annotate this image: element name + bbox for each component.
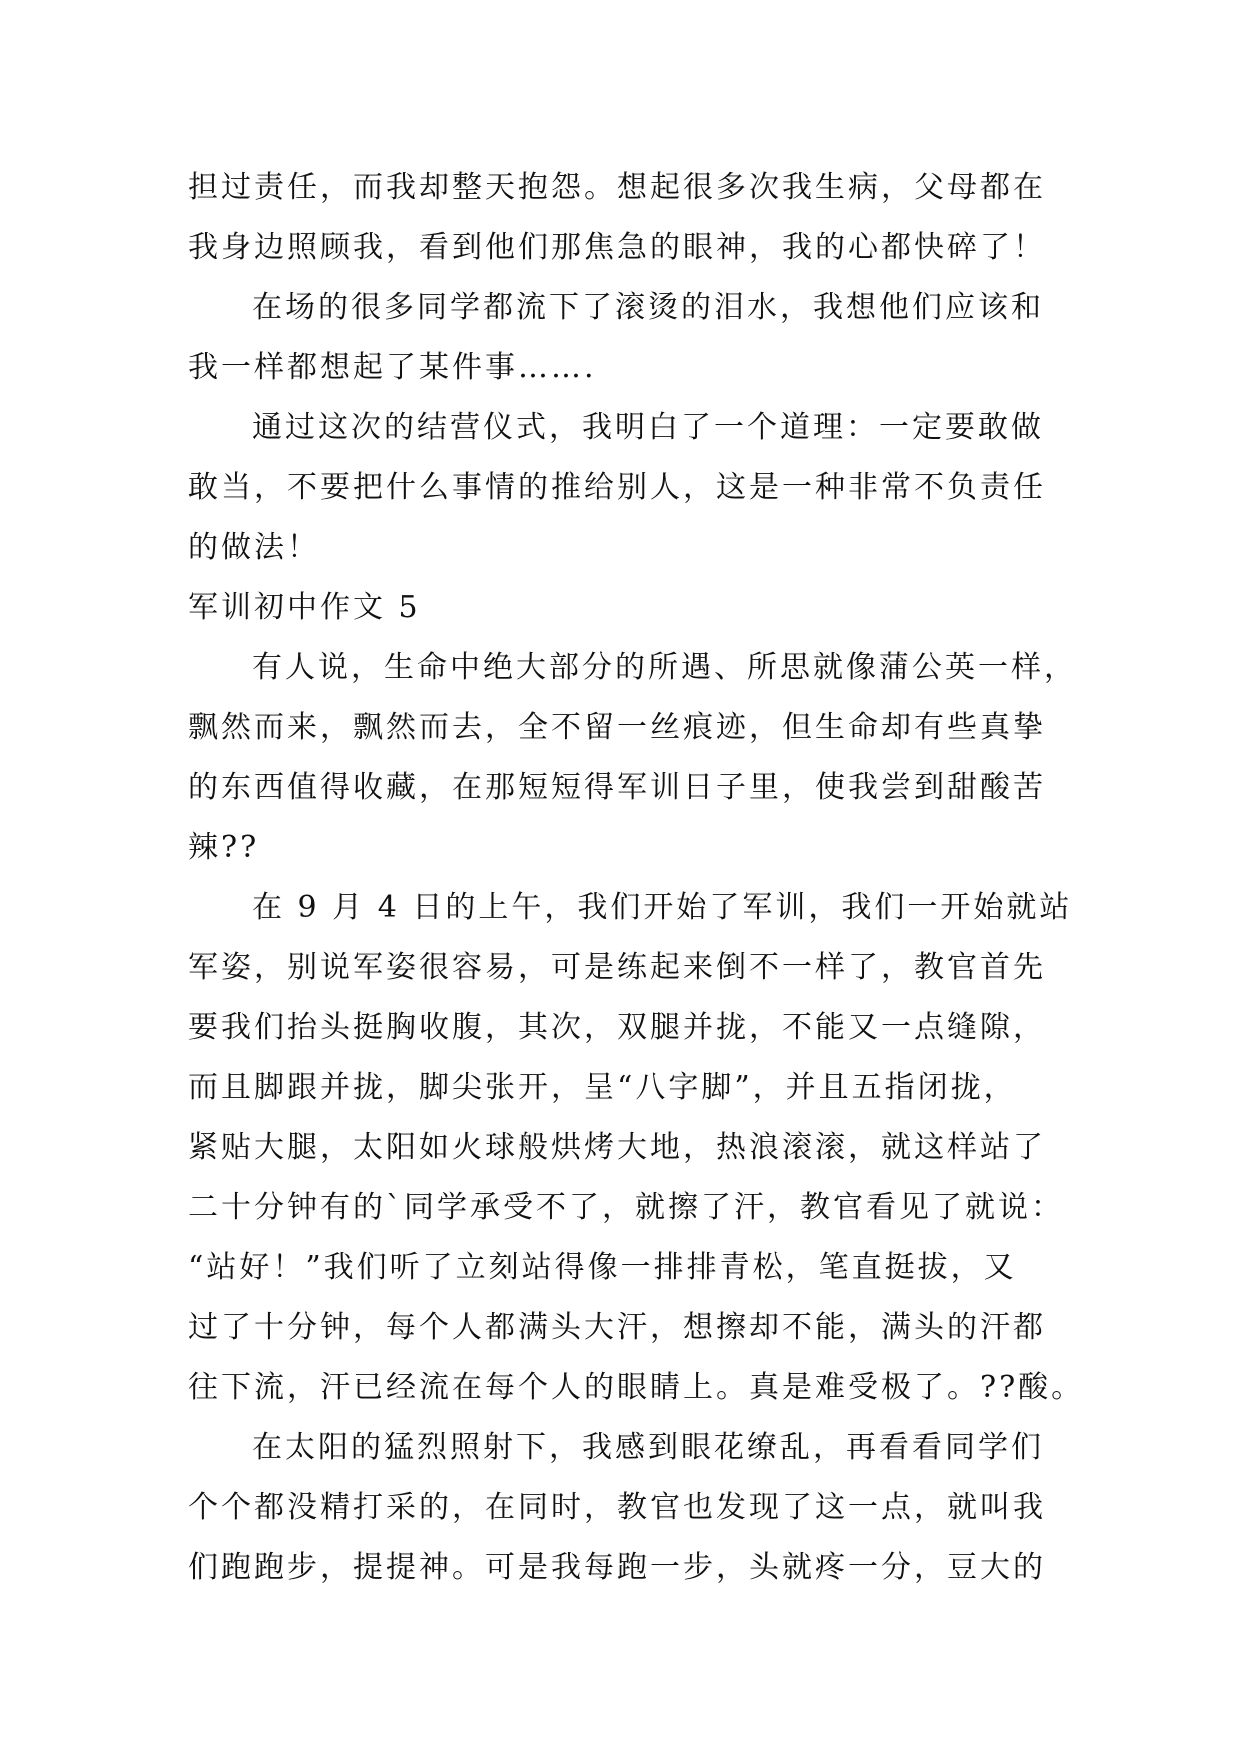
text-line: 而且脚跟并拢，脚尖张开，呈“八字脚”，并且五指闭拢， <box>188 1070 1017 1105</box>
text-line: 的东西值得收藏，在那短短得军训日子里，使我尝到甜酸苦 <box>188 770 1046 805</box>
text-line: 往下流，汗已经流在每个人的眼睛上。真是难受极了。??酸。 <box>188 1370 1085 1405</box>
text-line: 飘然而来，飘然而去，全不留一丝痕迹，但生命却有些真挚 <box>188 710 1046 745</box>
document-body <box>188 158 1085 1598</box>
text-line: 担过责任，而我却整天抱怨。想起很多次我生病，父母都在 <box>188 170 1046 205</box>
text-line: 我身边照顾我，看到他们那焦急的眼神，我的心都快碎了！ <box>188 230 1046 265</box>
text-line: 我一样都想起了某件事……. <box>188 350 597 385</box>
section-heading: 军训初中作文 5 <box>188 590 421 625</box>
paragraph-start-line: 在 9 月 4 日的上午，我们开始了军训，我们一开始就站 <box>252 890 1073 925</box>
paragraph-start-line: 在太阳的猛烈照射下，我感到眼花缭乱，再看看同学们 <box>252 1430 1044 1465</box>
text-line: “站好！”我们听了立刻站得像一排排青松，笔直挺拔，又 <box>188 1250 1017 1285</box>
text-line: 紧贴大腿，太阳如火球般烘烤大地，热浪滚滚，就这样站了 <box>188 1130 1046 1165</box>
text-line: 要我们抬头挺胸收腹，其次，双腿并拢，不能又一点缝隙， <box>188 1010 1046 1045</box>
text-line: 的做法！ <box>188 530 320 565</box>
text-line: 军姿，别说军姿很容易，可是练起来倒不一样了，教官首先 <box>188 950 1046 985</box>
text-line: 二十分钟有的`同学承受不了，就擦了汗，教官看见了就说： <box>188 1190 1064 1225</box>
text-line: 敢当，不要把什么事情的推给别人，这是一种非常不负责任 <box>188 470 1046 505</box>
paragraph-start-line: 在场的很多同学都流下了滚烫的泪水，我想他们应该和 <box>252 290 1044 325</box>
text-line: 们跑跑步，提提神。可是我每跑一步，头就疼一分，豆大的 <box>188 1550 1046 1585</box>
text-line: 个个都没精打采的，在同时，教官也发现了这一点，就叫我 <box>188 1490 1046 1525</box>
text-line: 过了十分钟，每个人都满头大汗，想擦却不能，满头的汗都 <box>188 1310 1046 1345</box>
text-line: 辣?? <box>188 830 260 865</box>
paragraph-start-line: 通过这次的结营仪式，我明白了一个道理：一定要敢做 <box>252 410 1044 445</box>
paragraph-start-line: 有人说，生命中绝大部分的所遇、所思就像蒲公英一样， <box>252 650 1077 685</box>
